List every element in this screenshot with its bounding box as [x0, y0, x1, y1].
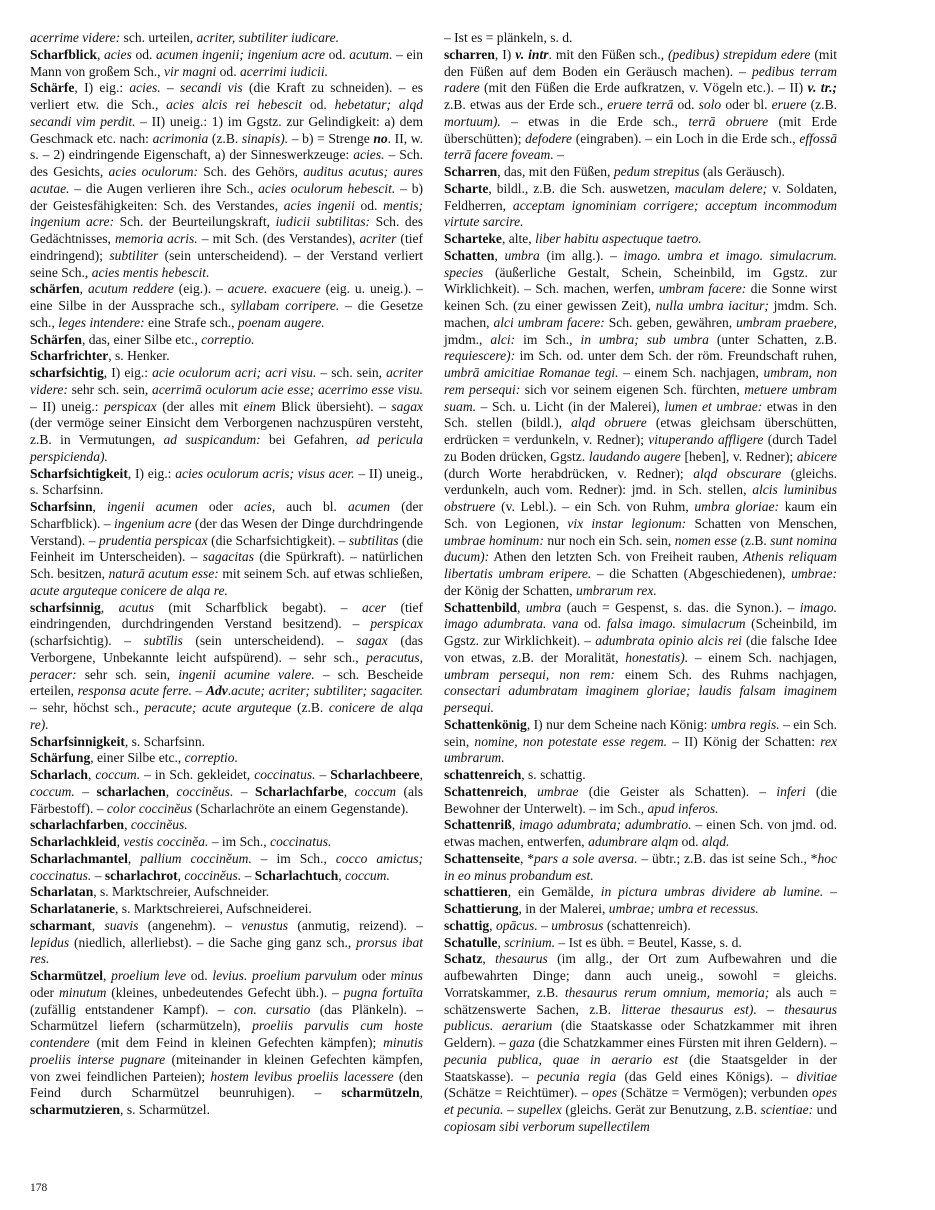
dictionary-entry: Schattenkönig, I) nur dem Scheine nach König: umbra regis. – ein Sch. sein, nomine, non potestate esse regem. – II) König der Schatten: rex umbrarum.: [444, 716, 837, 766]
dictionary-entry: scharlachfarben, coccinĕus.: [30, 817, 188, 833]
dictionary-entry: Scharlachkleid, vestis coccinĕa. – im Sch., coccinatus.: [30, 834, 332, 849]
dictionary-entry: Schärfen, das, einer Silbe etc., correptio.: [30, 331, 255, 347]
page-number: 178: [30, 1182, 48, 1194]
dictionary-entry: acerrime videre: sch. urteilen, acriter, subtiliter iudicare.: [30, 30, 340, 45]
dictionary-entry: Scharfsinnigkeit, s. Scharfsinn.: [30, 733, 205, 749]
dictionary-entry: scharmant, suavis (angenehm). – venustus (anmutig, reizend). – lepidus (niedlich, allerliebst). – die Sache ging ganz sch., prorsus ibat res.: [30, 917, 423, 967]
dictionary-entry: Schatz, thesaurus (im allg., der Ort zum Aufbewahren und die aufbewahrten Dinge; dann auch uneig., sowohl = gleichs. Vorratskammer, z.B. thesaurus rerum omnium, memoria; als auch = schätzenswerte Sachen, z.B. litterae thesaurus est). – thesaurus publicus. aerarium (die Staatskasse oder Schatzkammer mit ihren Geldern). – gaza (die Schatzkammer eines Fürsten mit ihren Geldern). – pecunia publica, quae in aerario est (die Staatsgelder in der Staatskasse). – pecunia regia (das Geld eines Königs). – divitiae (Schätze = Reichtümer). – opes (Schätze = Vermögen); verbunden opes et pecunia. – supellex (gleichs. Gerät zur Benutzung, z.B. scientiae: und copiosam sibi verborum supellectilem: [444, 951, 838, 1134]
dictionary-entry: Scharlatan, s. Marktschreier, Aufschneider.: [30, 884, 270, 900]
right-column: [444, 30, 837, 1136]
dictionary-entry: Scharfsichtigkeit, I) eig.: acies oculorum acris; visus acer. – II) uneig., s. Scharfsinn.: [30, 465, 423, 498]
dictionary-entry: Schattenseite, *pars a sole aversa. – übtr.; z.B. das ist seine Sch., *hoc in eo minus probandum est.: [444, 850, 837, 883]
dictionary-entry: Schatulle, scrinium. – Ist es übh. = Beutel, Kasse, s. d.: [444, 934, 742, 950]
dictionary-entry: Schattenriß, imago adumbrata; adumbratio. – einen Sch. von jmd. od. etwas machen, entwerfen, adumbrare alqm od. alqd.: [444, 817, 837, 849]
dictionary-entry: scharfsinnig, acutus (mit Scharfblick begabt). – acer (tief eindringenden, durchdringenden Verstand besitzend). – perspicax (scharfsichtig). – subtīlis (sein unterscheidend). – sagax (das Verborgene, Unbekannte leicht aufspürend). – sehr sch., peracutus, peracer: sehr sch. sein, ingenii acumine valere. – sch. Bescheide erteilen, responsa acute ferre. – Adv.acute; acriter; subtiliter; sagaciter. – sehr, höchst sch., peracute; acute arguteque (z.B. conicere de alqa re).: [30, 599, 424, 732]
dictionary-entry: Schattenbild, umbra (auch = Gespenst, s. das. die Synon.). – imago. imago adumbrata. vana od. falsa imago. simulacrum (Scheinbild, im Ggstz. zur Wirklichkeit). – adumbrata opinio alcis rei (die falsche Idee von etwas, z.B. der Moralität, honestatis). – einem Sch. nachjagen, umbram persequi, non rem: einem Sch. des Ruhms nachjagen, consectari adumbratam imaginem gloriae; laudis falsam imaginem persequi.: [444, 599, 838, 715]
dictionary-entry: Scharren, das, mit den Füßen, pedum strepitus (als Geräusch).: [444, 164, 785, 179]
dictionary-entry: Scharfsinn, ingenii acumen oder acies, auch bl. acumen (der Scharfblick). – ingenium acre (der das Wesen der Dinge durchdringende Verstand). – prudentia perspicax (die Scharfsichtigkeit). – subtilitas (die Feinheit im Unterscheiden). – sagacitas (die Spürkraft). – natürlichen Sch. besitzen, naturā acutum esse: mit seinem Sch. auf etwas schließen, acute arguteque conicere de alqa re.: [30, 499, 424, 598]
dictionary-entry: scharren, I) v. intr. mit den Füßen sch., (pedibus) strepidum edere (mit den Füßen auf dem Boden ein Geräusch machen). – pedibus terram radere (mit den Füßen die Erde aufkratzen, v. Vögeln etc.). – II) v. tr.; z.B. etwas aus der Erde sch., eruere terrā od. solo oder bl. eruere (z.B. mortuum). – etwas in die Erde sch., terrā obruere (mit Erde überschütten); defodere (eingraben). – ein Loch in die Erde sch., effossā terrā facere foveam. –: [444, 46, 837, 163]
dictionary-entry: Scharfrichter, s. Henker.: [30, 348, 170, 364]
dictionary-entry: Scharte, bildl., z.B. die Sch. auswetzen, maculam delere; v. Soldaten, Feldherren, acceptam ignominiam corrigere; acceptum incommodum virtute sarcire.: [444, 180, 838, 230]
dictionary-entry: Scharlach, coccum. – in Sch. gekleidet, coccinatus. – Scharlachbeere, coccum. – scharlachen, coccinĕus. – Scharlachfarbe, coccum (als Färbestoff). – color coccinĕus (Scharlachröte an einem Gegenstande).: [30, 767, 424, 816]
dictionary-page: [30, 30, 845, 1194]
dictionary-entry: Scharmützel, proelium leve od. levius. proelium parvulum oder minus oder minutum (kleines, unbedeutendes Gefecht übh.). – pugna fortuīta (zufällig entstandener Kampf). – con. cursatio (das Plänkeln). – Scharmützel liefern (scharmützeln), proeliis parvulis cum hoste contendere (mit dem Feind in kleinen Gefechten kämpfen); minutis proeliis interse pugnare (miteinander in kleinen Gefechten kämpfen, von zwei feindlichen Parteien); hostem levibus proeliis lacessere (den Feind durch Scharmützel beunruhigen). – scharmützeln, scharmutzieren, s. Scharmützel.: [30, 968, 423, 1117]
dictionary-entry: Scharteke, alte, liber habitu aspectuque taetro.: [444, 231, 702, 246]
dictionary-entry: Schärfe, I) eig.: acies. – secandi vis (die Kraft zu schneiden). – es verliert etw. die Sch., acies alcis rei hebescit od. hebetatur; alqd secandi vim perdit. – II) uneig.: 1) im Ggstz. zur Gelindigkeit: a) dem Geschmack etc. nach: acrimonia (z.B. sinapis). – b) = Strenge no. II, w. s. – 2) eindringende Eigenschaft, a) der Sinneswerkzeuge: acies. – Sch. des Gesichts, acies oculorum: Sch. des Gehörs, auditus acutus; aures acutae. – die Augen verlieren ihre Sch., acies oculorum hebescit. – b) der Geistesfähigkeiten: Sch. des Verstandes, acies ingenii od. mentis; ingenium acre: Sch. der Beurteilungskraft, iudicii subtilitas: Sch. des Gedächtnisses, memoria acris. – mit Sch. (des Verstandes), acriter (tief eindringend); subtiliter (sein unterscheidend). – der Verstand verliert seine Sch., acies mentis hebescit.: [30, 80, 424, 280]
dictionary-entry: Schatten, umbra (im allg.). – imago. umbra et imago. simulacrum. species (äußerliche Gestalt, Schein, Scheinbild, im Ggstz. zur Wirklichkeit). – Sch. machen, werfen, umbram facere: die Sonne wirst keinen Sch. (zu einer gewissen Zeit), nulla umbra iacitur; jmdm. Sch. machen, alci umbram facere: Sch. geben, gewähren, umbram praebere, jmdm., alci: im Sch., in umbra; sub umbra (unter Schatten, z.B. requiescere): im Sch. od. unter dem Sch. der röm. Freundschaft ruhen, umbrā amicitiae Romanae tegi. – einem Sch. nachjagen, umbram, non rem persequi: sich vor seinem eigenen Sch. fürchten, metuere umbram suam. – Sch. u. Licht (in der Malerei), lumen et umbrae: etwas in den Sch. stellen (bildl.), alqd obruere (etwas gleichsam überschütten, erdrücken = verdunkeln, v. Redner); vituperando affligere (durch Tadel zu Boden drücken, Ggstz. laudando augere [heben], v. Redner); abicere (durch Worte herabdrücken, v. Redner); alqd obscurare (gleichs. verdunkeln, auch vom. Redner): jmd. in Sch. stellen, alcis luminibus obstruere (v. Lebl.). – ein Sch. von Ruhm, umbra gloriae: kaum ein Sch. von Legionen, vix instar legionum: Schatten von Menschen, umbrae hominum: nur noch ein Sch. sein, nomen esse (z.B. sunt nomina ducum): Athen den letzten Sch. von Freiheit rauben, Athenis reliquam libertatis umbram eripere. – die Schatten (Abgeschiedenen), umbrae: der König der Schatten, umbrarum rex.: [444, 247, 838, 598]
dictionary-entry: scharfsichtig, I) eig.: acie oculorum acri; acri visu. – sch. sein, acriter videre: sehr sch. sein, acerrimā oculorum acie esse; acerrimo esse visu. – II) uneig.: perspicax (der alles mit einem Blick übersieht). – sagax (der vermöge seiner Einsicht dem Verborgenen nachzuspüren versteht, z.B. in Vermutungen, ad suspicandum: bei Gefahren, ad pericula perspicienda).: [30, 365, 423, 464]
dictionary-entry: Scharlachmantel, pallium coccinĕum. – im Sch., cocco amictus; coccinatus. – scharlachrot, coccinĕus. – Scharlachtuch, coccum.: [30, 850, 423, 883]
left-column: [30, 30, 423, 1119]
dictionary-entry: schärfen, acutum reddere (eig.). – acuere. exacuere (eig. u. uneig.). – eine Silbe in der Aussprache sch., syllabam corripere. – die Gesetze sch., leges intendere: eine Strafe sch., poenam augere.: [30, 281, 424, 330]
dictionary-entry: Scharfblick, acies od. acumen ingenii; ingenium acre od. acutum. – ein Mann von großem Sch., vir magni od. acerrimi iudicii.: [30, 46, 423, 79]
dictionary-entry: schattig, opācus. – umbrosus (schattenreich).: [444, 917, 691, 933]
dictionary-entry: Scharlatanerie, s. Marktschreierei, Aufschneiderei.: [30, 901, 312, 916]
dictionary-entry: schattenreich, s. schattig.: [444, 767, 586, 782]
dictionary-entry: – Ist es = plänkeln, s. d.: [444, 30, 573, 45]
dictionary-entry: Schärfung, einer Silbe etc., correptio.: [30, 750, 238, 766]
dictionary-entry: Schattenreich, umbrae (die Geister als Schatten). – inferi (die Bewohner der Unterwelt). – im Sch., apud inferos.: [444, 783, 837, 816]
dictionary-entry: schattieren, ein Gemälde, in pictura umbras dividere ab lumine. – Schattierung, in der Malerei, umbrae; umbra et recessus.: [444, 884, 837, 916]
